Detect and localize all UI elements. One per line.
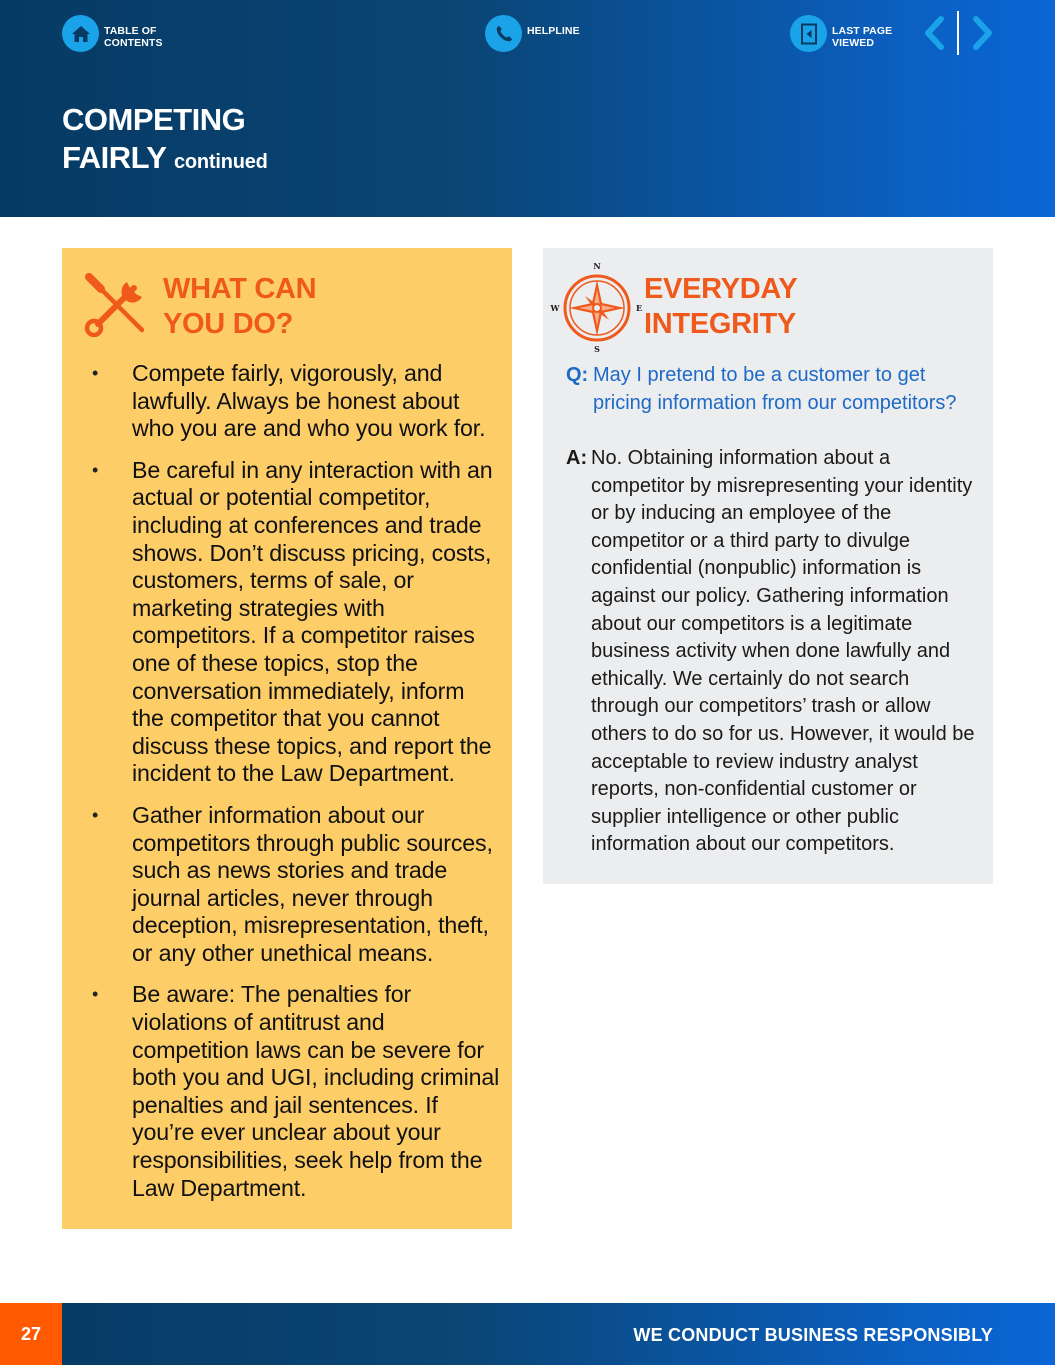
page-footer: [0, 1303, 1055, 1365]
last-page-label-line1: LAST PAGE: [832, 25, 893, 37]
heading-line2: INTEGRITY: [644, 308, 796, 340]
last-page-viewed-link[interactable]: [790, 15, 892, 52]
everyday-integrity-heading: [644, 272, 797, 342]
toc-label-line2: CONTENTS: [104, 37, 163, 49]
phone-icon[interactable]: [485, 15, 522, 52]
table-of-contents-label[interactable]: [104, 25, 163, 49]
page-header: [0, 0, 1055, 217]
question-label: Q:: [566, 364, 589, 386]
answer-label: A:: [566, 447, 588, 469]
list-item: • Gather information about our competitors through public sources, such as news stories and trade journal articles, never through deception, misrepresentation, theft, or any other unethical means.: [92, 802, 502, 968]
answer-text: No. Obtaining information about a competitor by misrepresenting your identity or by inducing an employee of the competitor or a third party to divulge confidential (nonpublic) information is against our policy. Gathering information about our competitors is a legitimate business activity when done lawfully and ethically. We certainly do not search through our competitors’ trash or allow others to do so for us. However, it would be acceptable to review industry analyst reports, non-confidential customer or supplier intelligence or other public information about our competitors.: [591, 447, 975, 856]
last-page-label-line2: VIEWED: [832, 37, 875, 49]
heading-line1: EVERYDAY: [644, 273, 798, 305]
last-page-viewed-label[interactable]: [832, 25, 892, 49]
everyday-integrity-panel: [543, 248, 993, 884]
wrench-screwdriver-icon: [84, 273, 150, 337]
section-title: WE CONDUCT BUSINESS RESPONSIBLY: [633, 1325, 993, 1345]
list-item: • Be careful in any interaction with an actual or potential competitor, including at conferences and trade shows. Don’t discuss pricing, costs, customers, terms of sale, or marketing strategies with competitors. If a competitor raises one of these topics, stop the conversation immediately, inform the competitor that you cannot discuss these topics, and report the incident to the Law Department.: [92, 457, 502, 788]
nav-divider: [957, 11, 959, 55]
compass-north: N: [593, 261, 601, 271]
list-item: • Compete fairly, vigorously, and lawfully. Always be honest about who you are and who you work for.: [92, 360, 502, 443]
page-title-line1: COMPETING: [62, 102, 246, 137]
compass-south: S: [594, 344, 600, 354]
heading-line1: WHAT CAN: [163, 273, 317, 305]
guidance-list: [92, 360, 502, 1216]
previous-page-button[interactable]: [921, 14, 947, 52]
compass-west: W: [550, 303, 560, 313]
list-item: • Be aware: The penalties for violations of antitrust and competition laws can be severe for both you and UGI, including criminal penalties and jail sentences. If you’re ever unclear about your responsibilities, seek help from the Law Department.: [92, 981, 502, 1202]
answer-block: [566, 445, 976, 859]
compass-icon: [549, 260, 645, 356]
question-block: [566, 362, 976, 417]
next-page-button[interactable]: [970, 14, 996, 52]
compass-east: E: [635, 303, 643, 313]
page-title: [62, 101, 268, 181]
table-of-contents-link[interactable]: [62, 15, 163, 52]
helpline-link[interactable]: [485, 15, 580, 52]
chevron-left-icon: [921, 14, 947, 52]
page-title-suffix: continued: [173, 151, 268, 173]
chevron-right-icon: [970, 14, 996, 52]
page-number: 27: [0, 1303, 62, 1365]
helpline-label[interactable]: [527, 25, 580, 37]
helpline-text: HELPLINE: [527, 25, 580, 37]
heading-line2: YOU DO?: [163, 308, 294, 340]
toc-label-line1: TABLE OF: [104, 25, 157, 37]
page-title-main: FAIRLY: [62, 140, 166, 175]
question-text: May I pretend to be a customer to get pricing information from our competitors?: [593, 364, 957, 414]
what-can-you-do-heading: [163, 272, 316, 342]
page-title-line2: [62, 139, 268, 181]
back-page-icon[interactable]: [790, 15, 827, 52]
home-icon[interactable]: [62, 15, 99, 52]
what-can-you-do-panel: [62, 248, 512, 1229]
